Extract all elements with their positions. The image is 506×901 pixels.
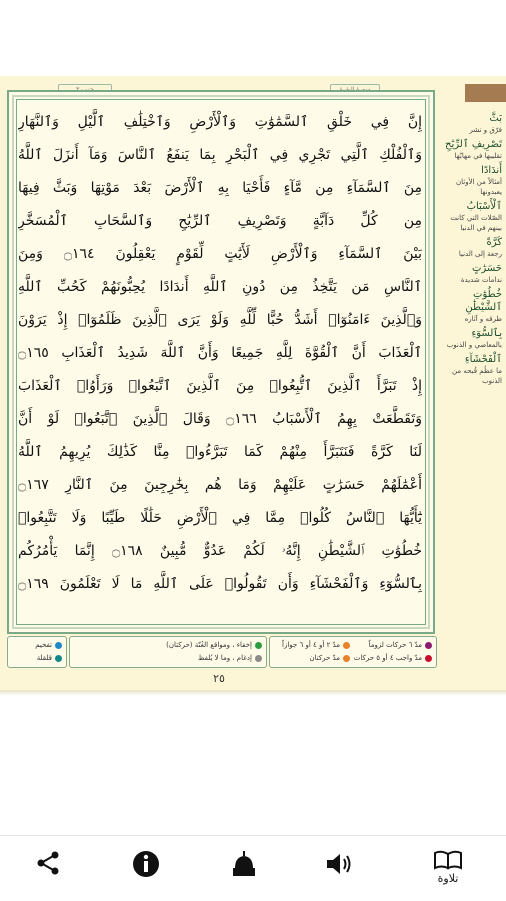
meaning-word: تَصْرِيفِ ٱلرِّيَٰحِ — [445, 139, 502, 150]
verse-line[interactable]: بِٱلسُّوٓءِ وَٱلْفَحْشَآءِ وَأَن تَقُولُوا۟ عَلَى ٱللَّهِ مَا لَا تَعْلَمُونَ ۝١٦٩ — [18, 576, 422, 592]
meaning-item — [436, 138, 502, 161]
verse-line[interactable]: إِذْ تَبَرَّأَ ٱلَّذِينَ ٱتُّبِعُوا۟ مِنَ ٱلَّذِينَ ٱتَّبَعُوا۟ وَرَأَوُا۟ ٱلْعَذَابَ — [18, 378, 422, 394]
legend-text: تفخيم — [35, 641, 52, 649]
page-shadow — [0, 690, 506, 696]
audio-button[interactable] — [310, 846, 370, 896]
meaning-item — [436, 164, 502, 197]
legend-text: إدغام ، وما لا يُلفظ — [197, 654, 252, 662]
verse-line[interactable]: وَٱلَّذِينَ ءَامَنُوٓا۟ أَشَدُّ حُبًّا لِّلَّهِ وَلَوْ يَرَى ٱلَّذِينَ ظَلَمُوٓا۟ إِذْ يَرَوْنَ — [18, 312, 422, 328]
legend-box-tafkhim — [7, 636, 67, 668]
legend-row — [309, 652, 350, 665]
recite-label: تلاوة — [437, 872, 459, 885]
verse-line[interactable]: مِن كُلِّ دَآبَّةٍ وَتَصْرِيفِ ٱلرِّيَٰحِ وَٱلسَّحَابِ ٱلْمُسَخَّرِ — [18, 213, 422, 229]
word-meanings-sidebar — [436, 112, 502, 389]
page-number: ٢٥ — [213, 672, 225, 685]
meaning-text: بالمعاصي و الذنوب — [446, 341, 502, 349]
legend-dot-blue — [55, 642, 62, 649]
legend-dot-green — [255, 642, 262, 649]
bookmark-tab[interactable] — [465, 84, 506, 102]
meaning-word: ٱلْفَحْشَآءِ — [464, 354, 502, 365]
meaning-word: بِٱلسُّوٓءِ — [471, 328, 502, 339]
mosque-icon — [230, 850, 258, 878]
legend-row — [198, 652, 262, 665]
tajweed-legend — [7, 636, 435, 670]
meaning-word: خُطُوَٰتِ ٱلشَّيْطَٰنِ — [465, 289, 502, 313]
verse-line[interactable]: ٱلنَّاسِ مَن يَتَّخِذُ مِن دُونِ ٱللَّهِ أَندَادًا يُحِبُّونَهُمْ كَحُبِّ ٱللَّهِ — [18, 279, 422, 295]
mosque-button[interactable] — [214, 846, 274, 896]
verse-line[interactable]: وَٱلْفُلْكِ ٱلَّتِي تَجْرِي فِي ٱلْبَحْرِ بِمَا يَنفَعُ ٱلنَّاسَ وَمَآ أَنزَلَ ٱللَّهُ — [18, 147, 422, 163]
legend-dot-orange — [343, 642, 350, 649]
meaning-text: طرقه و آثاره — [464, 315, 502, 323]
legend-dot-teal — [55, 655, 62, 662]
meaning-word: ٱلْأَسْبَابُ — [466, 201, 502, 212]
legend-text: مدّ ٢ أو ٤ أو ٦ جوازاً — [282, 641, 340, 649]
legend-text: مدّ واجب ٤ أو ٥ حركات — [353, 654, 422, 662]
bottom-toolbar — [0, 835, 506, 901]
meaning-text: الصّلات التي كانت بينهم في الدنيا — [450, 214, 502, 232]
verse-line[interactable]: يَٰٓأَيُّهَا ٱلنَّاسُ كُلُوا۟ مِمَّا فِي ٱلْأَرْضِ حَلَٰلًا طَيِّبًا وَلَا تَتَّبِعُوا۟ — [18, 510, 422, 526]
verse-line[interactable]: لَنَا كَرَّةً فَنَتَبَرَّأَ مِنْهُمْ كَمَا تَبَرَّءُوا۟ مِنَّا كَذَٰلِكَ يُرِيهِمُ ٱللَّهُ — [18, 444, 422, 460]
info-icon — [132, 850, 160, 878]
legend-box-madd — [269, 636, 437, 668]
verse-line[interactable]: ٱلْعَذَابَ أَنَّ ٱلْقُوَّةَ لِلَّهِ جَمِيعًا وَأَنَّ ٱللَّهَ شَدِيدُ ٱلْعَذَابِ ۝١٦٥ — [18, 345, 422, 361]
verse-area[interactable] — [18, 106, 422, 622]
legend-dot-grey — [255, 655, 262, 662]
legend-dot-red — [425, 655, 432, 662]
meaning-word: كَرَّةً — [486, 237, 502, 248]
legend-dot-orange — [343, 655, 350, 662]
meaning-word: أَندَادًا — [481, 165, 502, 176]
share-button[interactable] — [18, 846, 78, 896]
speaker-icon — [325, 850, 355, 878]
meaning-text: فرّق و نشر — [469, 126, 502, 134]
meaning-text: رجعة إلى الدنيا — [458, 250, 502, 258]
verse-line[interactable]: مِنَ ٱلسَّمَآءِ مِن مَّآءٍ فَأَحْيَا بِهِ ٱلْأَرْضَ بَعْدَ مَوْتِهَا وَبَثَّ فِيهَا — [18, 180, 422, 196]
verse-line[interactable]: أَعْمَٰلَهُمْ حَسَرَٰتٍ عَلَيْهِمْ وَمَا هُم بِخَٰرِجِينَ مِنَ ٱلنَّارِ ۝١٦٧ — [18, 477, 422, 493]
verse-line[interactable]: وَتَقَطَّعَتْ بِهِمُ ٱلْأَسْبَابُ ۝١٦٦ وَقَالَ ٱلَّذِينَ ٱتَّبَعُوا۟ لَوْ أَنَّ — [18, 411, 422, 427]
open-book-icon — [433, 850, 463, 870]
meaning-item — [436, 236, 502, 259]
meaning-item — [436, 262, 502, 285]
verse-line[interactable]: بَيْنَ ٱلسَّمَآءِ وَٱلْأَرْضِ لَأَيَٰتٍ لِّقَوْمٍ يَعْقِلُونَ ۝١٦٤ وَمِنَ — [18, 246, 422, 262]
meaning-item — [436, 112, 502, 135]
meaning-item — [436, 327, 502, 350]
meaning-item — [436, 288, 502, 324]
info-button[interactable] — [116, 846, 176, 896]
meaning-word: حَسَرَٰتٍ — [471, 263, 502, 274]
legend-row — [369, 639, 432, 652]
verse-line[interactable]: إِنَّ فِي خَلْقِ ٱلسَّمَٰوَٰتِ وَٱلْأَرْضِ وَٱخْتِلَٰفِ ٱلَّيْلِ وَٱلنَّهَارِ — [18, 114, 422, 130]
legend-row — [35, 639, 62, 652]
recite-button[interactable] — [418, 846, 478, 896]
legend-dot-purple — [425, 642, 432, 649]
meaning-item — [436, 200, 502, 233]
verse-line[interactable]: خُطُوَٰتِ ٱلشَّيْطَٰنِ إِنَّهُۥ لَكُمْ عَدُوٌّ مُّبِينٌ ۝١٦٨ إِنَّمَا يَأْمُرُكُم — [18, 543, 422, 559]
legend-text: إخفاء ، ومواقع الغُنّة (حركتان) — [166, 641, 252, 649]
legend-row — [166, 639, 262, 652]
legend-text: مدّ حركتان — [309, 654, 340, 662]
meaning-text: أمثالاً من الأوثان يعبدونها — [456, 178, 502, 196]
share-icon — [35, 850, 61, 876]
meaning-item — [436, 353, 502, 386]
meaning-word: بَثَّ — [489, 113, 502, 124]
legend-row — [354, 652, 432, 665]
legend-row — [37, 652, 62, 665]
meaning-text: ندامات شديدة — [460, 276, 502, 284]
legend-row — [282, 639, 350, 652]
legend-text: مدّ ٦ حركات لزوماً — [368, 641, 422, 649]
legend-box-ghunna — [69, 636, 267, 668]
legend-text: قلقلة — [36, 654, 52, 662]
meaning-text: ما عظُم قُبحه من الذنوب — [452, 367, 502, 385]
meaning-text: تقليبها في مهابّها — [454, 152, 502, 160]
